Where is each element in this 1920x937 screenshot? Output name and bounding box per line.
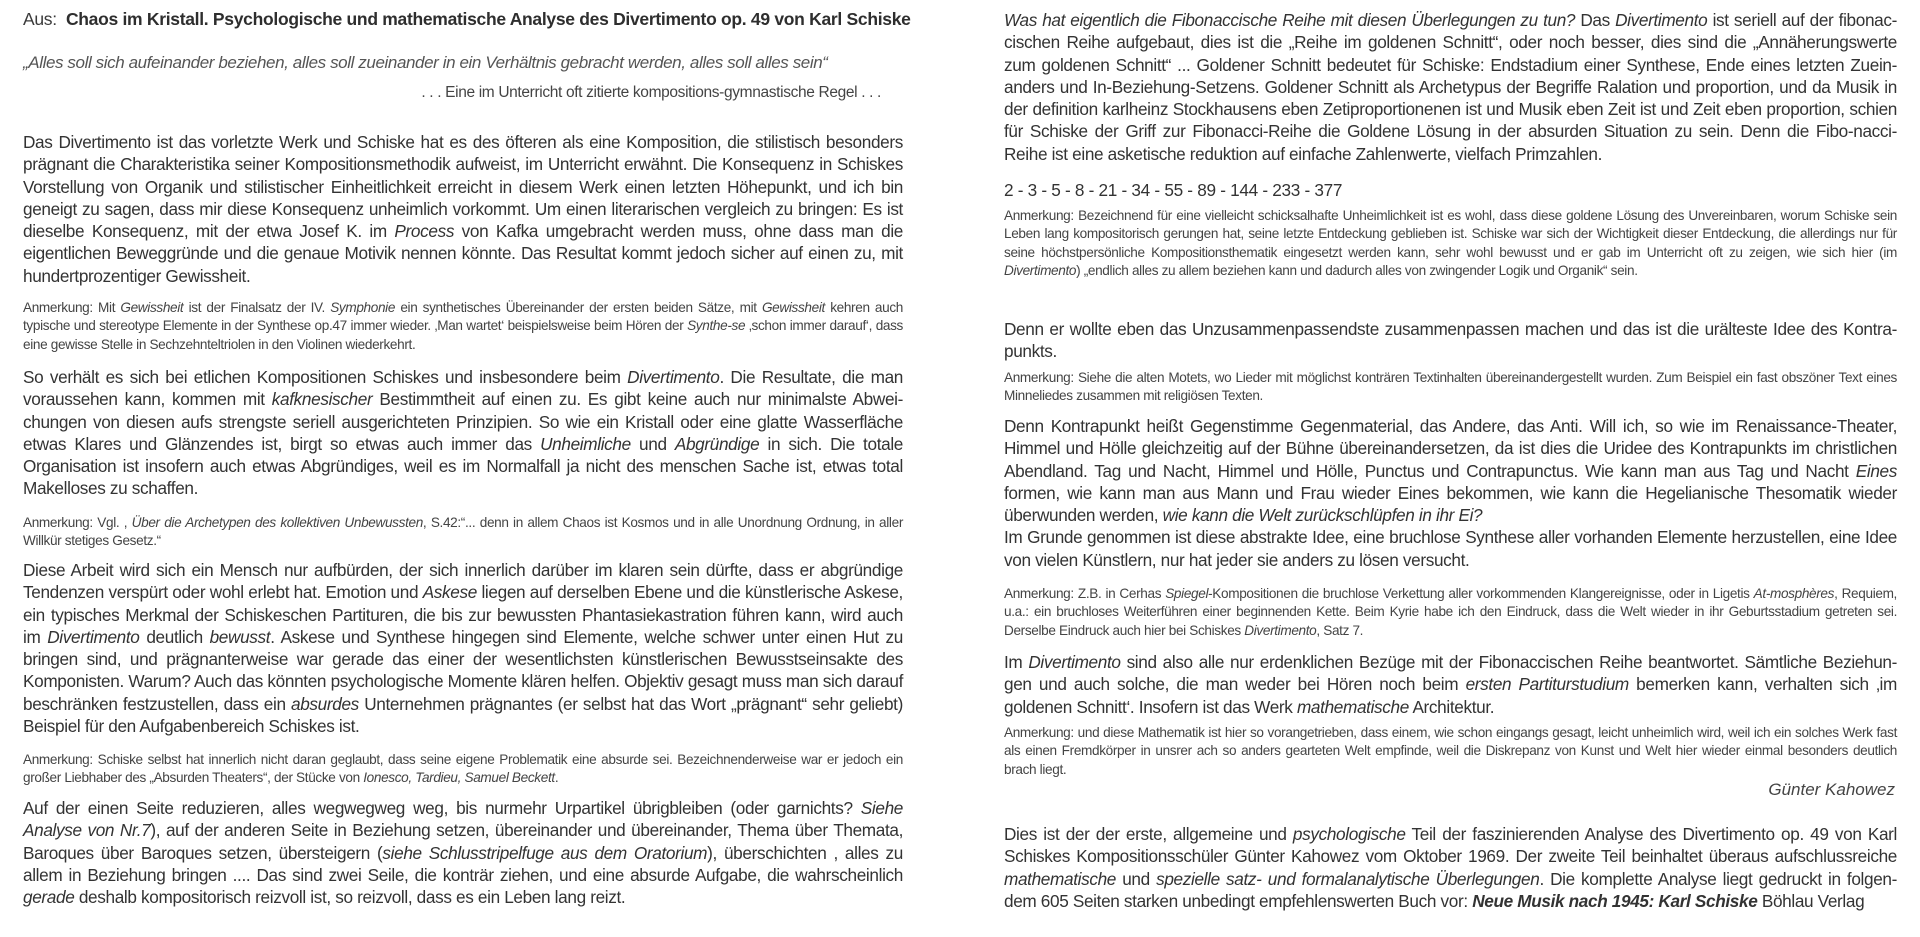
footnote-7: Anmerkung: und diese Mathematik ist hier so vorangetrieben, dass einem, wie schon eingangs gesagt, leicht unheimlich wird, weil ich ein solches Werk fast als einen Fremdkörper in unsrer ach so anders gearteten Welt empfinde, weil die Diskrepanz von Kunst und Welt hier wieder einmal besonders deutlich brach liegt. [1004,725,1897,777]
book-recommendation: Dies ist der der erste, allgemeine und psychologische Teil der faszinierenden Analyse des Divertimento op. 49 von Karl Schiskes Kompositionsschüler Günter Kahowez vom Oktober 1969. Der zweite Teil beinhaltet überaus aufschlussreiche mathematische und spezielle satz- und formalanalytische Überlegungen. Die komplette Analyse liegt gedruckt in folgen-dem 605 Seiten starken unbedingt empfehlenswerten Buch vor: Neue Musik nach 1945: Karl Schiske Böhlau Verlag [1004,824,1897,911]
fibonacci-sequence: 2 - 3 - 5 - 8 - 21 - 34 - 55 - 89 - 144 - 233 - 377 [1004,180,1343,200]
document-title: Aus: Chaos im Kristall. Psychologische und mathematische Analyse des Divertimento op. 49 von Karl Schiske [23,9,911,29]
paragraph-5: Was hat eigentlich die Fibonaccische Reihe mit diesen Überlegungen zu tun? Das Divertimento ist seriell auf der fibonac-cischen Reihe aufgebaut, dies ist die „Reihe im goldenen Schnitt“, oder noch besser, dies sind die „Annäherungswerte zum goldenen Schnitt“ ... Goldener Schnitt bedeutet für Schiske: Endstadium einer Synthese, Ende eines letzten Zuein-anders und In-Beziehung-Setzens. Goldener Schnitt als Archetypus der Begriffe Ralation und proportion, und da Musik in der definition karlheinz Stockhausens eben Zetiproportionenen ist und Musik eben Zeit ist und Zeit eben proportion, schien für Schiske der Griff zur Fibonacci-Reihe die Goldene Lösung in der absurden Situation zu sein. Denn die Fibo-nacci-Reihe ist eine asketische reduktion auf einfache Zahlenwerte, vielfach Primzahlen. [1004,10,1897,164]
paragraph-4: Auf der einen Seite reduzieren, alles wegwegweg weg, bis nurmehr Urpartikel übrigbleiben (oder garnichts? Siehe Analyse von Nr.7), auf der anderen Seite in Beziehung setzen, übereinander und übereinander, Thema über Themata, Baroques über Baroques setzen, übersteigern (siehe Schlusstripelfuge aus dem Oratorium), überschichten , alles zu allem in Beziehung bringen .... Das sind zwei Seile, die konträr ziehen, und eine absurde Aufgabe, die wahrscheinlich gerade deshalb kompositorisch reizvoll ist, so reizvoll, dass es ein Leben lang reizt. [23,798,904,908]
paragraph-2: So verhält es sich bei etlichen Kompositionen Schiskes und insbesondere beim Divertimento. Die Resultate, die man voraussehen kann, kommen mit kafknesischer Bestimmtheit auf einen zu. Es gibt keine auch nur minimalste Abwei-chungen von diesen aufs strengste seriell ausgerichteten Prinzipien. So wie ein Kristall oder eine glatte Wasserfläche etwas Klares und Glänzendes ist, birgt so etwas auch immer das Unheimliche und Abgründige in sich. Die totale Organisation ist insofern auch etwas Abgründiges, weil es im Normalfall ja nicht des menschen Sache ist, etwas total Makelloses zu schaffen. [23,367,904,499]
footnote-6: Anmerkung: Z.B. in Cerhas Spiegel-Kompositionen die bruchlose Verkettung aller vorkommenden Klangereignisse, oder in Ligetis At-mosphères, Requiem, u.a.: ein bruchloses Weiterführen einer beginnenden Kette. Beim Kyrie habe ich den Eindruck, dass die Welt wieder in ihr Geburtsstadium getreten sei. Derselbe Eindruck auch hier bei Schiskes Divertimento, Satz 7. [1004,586,1897,638]
footnote-5: Anmerkung: Siehe die alten Motets, wo Lieder mit möglichst konträren Textinhalten übereinandergestellt wurden. Zum Beispiel ein fast obszöner Text eines Minneliedes zusammen mit religiösen Texten. [1004,370,1897,404]
author-signature: Günter Kahowez [1768,780,1895,799]
footnote-2: Anmerkung: Vgl. , Über die Archetypen des kollektiven Unbewussten, S.42:“... denn in allem Chaos ist Kosmos und in alle Unordnung Ordnung, in aller Willkür stetiges Gesetz.“ [23,515,903,549]
paragraph-1: Das Divertimento ist das vorletzte Werk und Schiske hat es des öfteren als eine Komposition, die stilistisch besonders prägnant die Charakteristika seiner Kompositionsmethodik aufweist, im Unterricht erwähnt. Die Konsequenz in Schiskes Vorstellung von Organik und stilistischer Einheitlichkeit erreicht in diesem Werk einen letzten Höhepunkt, und ich bin geneigt zu sagen, dass mir diese Konsequenz unheimlich vorkommt. Um einen literarischen vergleich zu bringen: Es ist dieselbe Konsequenz, mit der etwa Josef K. im Process von Kafka umgebracht werden muss, ohne dass man die eigentlichen Beweggründe und die genaue Motivik nennen könnte. Das Resultat kommt jedoch sicher auf einen zu, mit hundertprozentiger Gewissheit. [23,132,904,286]
footnote-4: Anmerkung: Bezeichnend für eine vielleicht schicksalhafte Unheimlichkeit ist es wohl, dass diese goldene Lösung des Unvereinbaren, worum Schiske sein Leben lang kompositorisch gerungen hat, seine letzte Entdeckung geblieben ist. Schiske war sich der Wichtigkeit dieser Entdeckung, die allerdings nur für seine höchstpersönliche Kompositionsthematik eingesetzt werden kann, sehr wohl bewusst und er gab im Unterricht oft zu zeigen, wie sich hier (im Divertimento) „endlich alles zu allem beziehen kann und dadurch alles von zwingender Logik und Organik“ sein. [1004,208,1897,279]
paragraph-7: Denn Kontrapunkt heißt Gegenstimme Gegenmaterial, das Andere, das Anti. Will ich, so wie im Renaissance-Theater, Himmel und Hölle gleichzeitig auf der Bühne übereinandersetzen, da ist dies die Uridee des Kontrapunkts im christlichen Abendland. Tag und Nacht, Himmel und Hölle, Punctus und Contrapunctus. Wie kann man aus Tag und Nacht Eines formen, wie kann man aus Mann und Frau wieder Eines bekommen, wie kann die Hegelianische Thesomatik wieder überwunden werden, wie kann die Welt zurückschlüpfen in ihr Ei? Im Grunde genommen ist diese abstrakte Idee, eine bruchlose Synthese aller vorhanden Elemente herzustellen, eine Idee von vielen Künstlern, nur hat jeder sie anders zu lösen versucht. [1004,416,1897,570]
motto-source: . . . Eine im Unterricht oft zitierte kompositions-gymnastische Regel . . . [421,84,881,101]
paragraph-8: Im Divertimento sind also alle nur erdenklichen Bezüge mit der Fibonaccischen Reihe beantwortet. Sämtliche Beziehun-gen und auch solche, die man weder bei Hören noch beim ersten Partiturstudium bemerken kann, verhalten sich ‚im goldenen Schnitt‘. Insofern ist das Werk mathematische Architektur. [1004,652,1897,717]
footnote-3: Anmerkung: Schiske selbst hat innerlich nicht daran geglaubt, dass seine eigene Problematik eine absurde sei. Bezeichnenderweise war er jedoch ein großer Liebhaber des „Absurden Theaters“, der Stücke von Ionesco, Tardieu, Samuel Beckett. [23,752,903,786]
paragraph-3: Diese Arbeit wird sich ein Mensch nur aufbürden, der sich innerlich darüber im klaren sein dürfte, dass er abgründige Tendenzen verspürt oder wohl erlebt hat. Emotion und Askese liegen auf derselben Ebene und die künstlerische Askese, ein typisches Merkmal der Schiskeschen Partituren, die bis zur bewussten Phantasiekastration führen kann, wird auch im Divertimento deutlich bewusst. Askese und Synthese hingegen sind Elemente, welche schwer unter einen Hut zu bringen sind, und prägnanterweise war gerade das einer der wesentlichsten künstlerischen Bewusstseinsakte des Komponisten. Warum? Auch das könnten psychologische Momente klären helfen. Objektiv gesagt muss man sich darauf beschränken festzustellen, dass ein absurdes Unternehmen prägnantes (er selbst hat das Wort „prägnant“ sehr geliebt) Beispiel für den Aufgabenbereich Schiskes ist. [23,560,904,737]
book-title: Chaos im Kristall. Psychologische und mathematische Analyse des Divertimento op. 49 von Karl Schiske [65,9,911,29]
motto-quote: „Alles soll sich aufeinander beziehen, alles soll zueinander in ein Verhältnis gebracht werden, alles soll alles sein“ [23,53,828,72]
footnote-1: Anmerkung: Mit Gewissheit ist der Finalsatz der IV. Symphonie ein synthetisches Übereinander der ersten beiden Sätze, mit Gewissheit kehren auch typische und stereotype Elemente in der Synthese op.47 immer wieder. ‚Man wartet‘ beispielsweise beim Hören der Synthe-se ‚schon immer darauf‘, dass eine gewisse Stelle in Sechzehnteltriolen in den Violinen wiederkehrt. [23,300,904,352]
paragraph-6: Denn er wollte eben das Unzusammenpassendste zusammenpassen machen und das ist die urälteste Idee des Kontra-punkts. [1004,319,1897,362]
